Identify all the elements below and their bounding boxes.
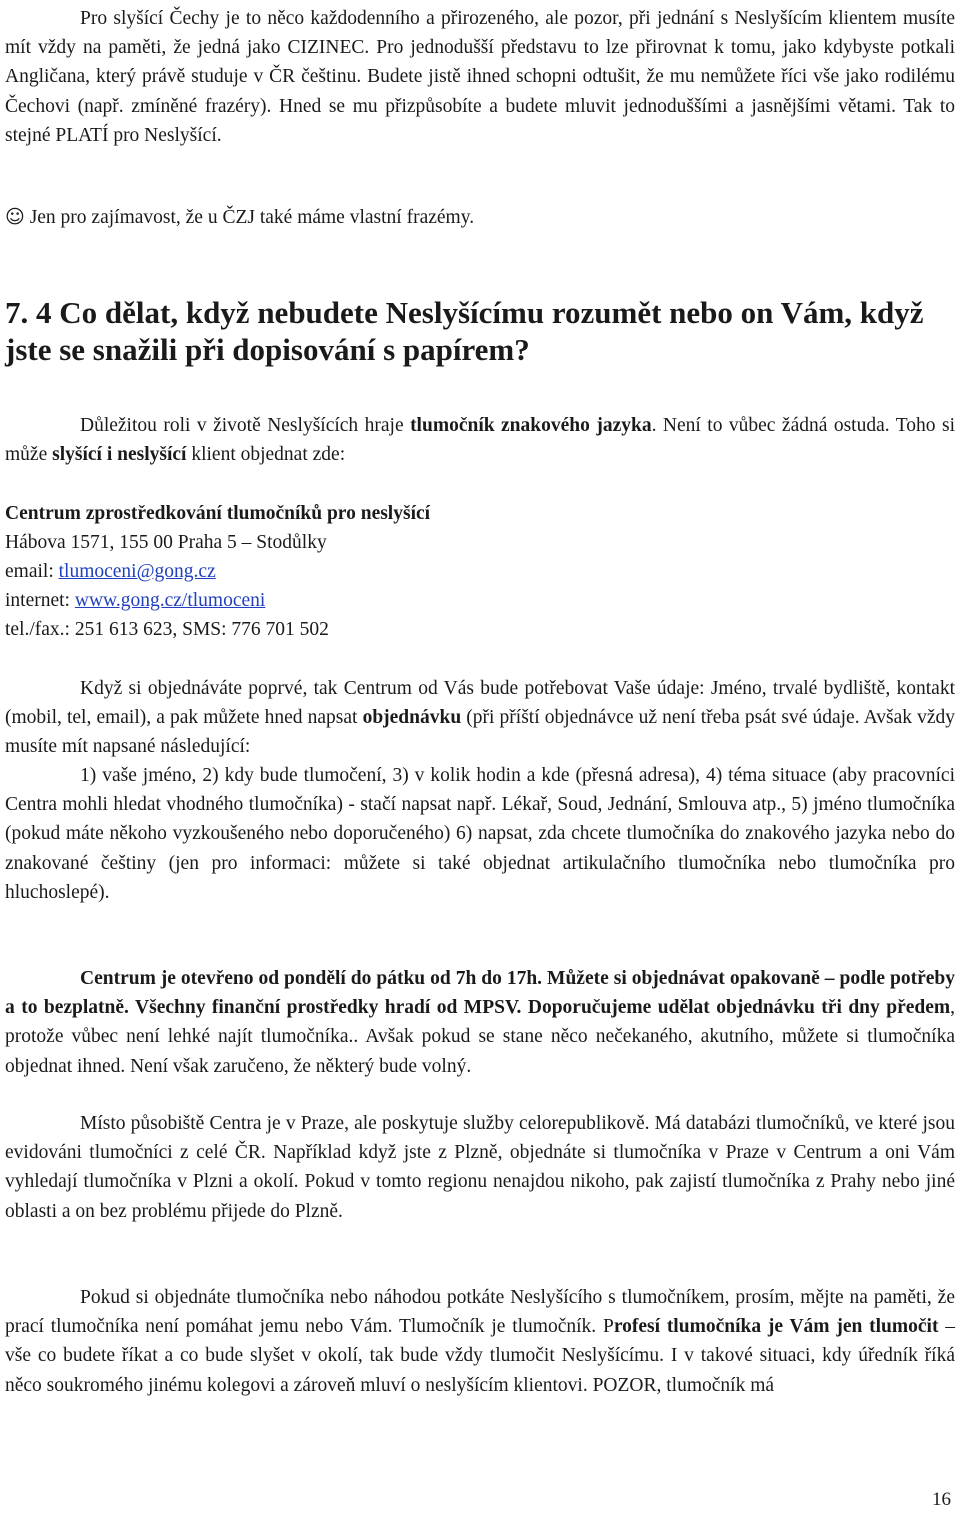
contact-address: Hábova 1571, 155 00 Praha 5 – Stodůlky	[5, 532, 327, 553]
smiley-note	[5, 203, 474, 232]
bold-sign-language-interpreter: tlumočník znakového jazyka	[410, 415, 652, 436]
paragraph-interpreter-role: Důležitou roli v životě Neslyšících hraje tlumočník znakového jazyka. Není to vůbec žádná ostuda. Toho si může slyšící i neslyšící klient objednat zde:	[5, 415, 955, 466]
paragraph-opening-hours: Centrum je otevřeno od pondělí do pátku od 7h do 17h. Můžete si objednávat opakovaně – podle potřeby a to bezplatně. Všechny finanční prostředky hradí od MPSV. Doporučujeme udělat objednávku tři dny předem, protože vůbec není lehké najít tlumočníka.. Avšak pokud se stane něco nečekaného, akutního, můžete si tlumočníka objednat ihned. Není však zaručeno, že některý bude volný.	[5, 968, 955, 1077]
email-link[interactable]: tlumoceni@gong.cz	[58, 561, 216, 582]
page-number: 16	[932, 1489, 951, 1510]
paragraph-order-requirements: 1) vaše jméno, 2) kdy bude tlumočení, 3) v kolik hodin a kde (přesná adresa), 4) téma situace (aby pracovníci Centra mohli hledat vhodného tlumočníka) - stačí napsat např. Lékař, Soud, Jednání, Smlouva atp., 5) jméno tlumočníka (pokud máte někoho vyzkoušeného nebo doporučeného) 6) napsat, zda chcete tlumočníka do znakového jazyka nebo do znakované češtiny (jen pro informaci: můžete si také objednat artikulačního tlumočníka nebo tlumočníka pro hluchoslepé).	[5, 765, 955, 903]
bold-hearing-deaf: slyšící i neslyšící	[52, 444, 187, 466]
smiley-icon: ☺	[5, 206, 25, 228]
contact-email: email: tlumoceni@gong.cz	[5, 561, 216, 582]
website-link[interactable]: www.gong.cz/tlumoceni	[74, 590, 266, 611]
contact-org-name: Centrum zprostředkování tlumočníků pro neslyšící	[5, 503, 431, 524]
contact-internet: internet: www.gong.cz/tlumoceni	[5, 590, 266, 611]
paragraph-location: Místo působiště Centra je v Praze, ale poskytuje služby celorepublikově. Má databázi tlumočníků, ve které jsou evidováni tlumočníci z celé ČR. Například když jste z Plzně, objednáte si tlumočníka v Praze v Centrum a oni Vám vyhledají tlumočníka v Plzni a okolí. Pokud v tomto regionu nenajdou nikoho, pak zajistí tlumočníka z Prahy nebo jiné oblasti a on bez problému přijede do Plzně.	[5, 1113, 955, 1222]
paragraph-cizinec: Pro slyšící Čechy je to něco každodenního a přirozeného, ale pozor, při jednání s Neslyšícím klientem musíte mít vždy na paměti, že jedná jako CIZINEC. Pro jednodušší představu to lze přirovnat k tomu, jako kdybyste potkali Angličana, který právě studuje v ČR češtinu. Budete jistě ihned schopni odtušit, že mu nemůžete říci vše jako rodilému Čechovi (např. zmíněné frazéry). Hned se mu přizpůsobíte a budete mluvit jednoduššími a jasnějšími větami. Tak to stejné PLATÍ pro Neslyšící.	[5, 8, 955, 146]
section-heading: 7. 4 Co dělat, když nebudete Neslyšícímu rozumět nebo on Vám, když jste se snažili při dopisování s papírem?	[5, 295, 924, 367]
paragraph-interpreter-profession: Pokud si objednáte tlumočníka nebo náhodou potkáte Neslyšícího s tlumočníkem, prosím, mějte na paměti, že prací tlumočníka není pomáhat jemu nebo Vám. Tlumočník je tlumočník. Profesí tlumočníka je Vám jen tlumočit – vše co budete říkat a co bude slyšet v okolí, tak bude vždy tlumočit Neslyšícímu. I v takové situaci, kdy úředník říká něco soukromého jinému kolegovi a zároveň mluví o neslyšícím klientovi. POZOR, tlumočník má	[5, 1287, 955, 1396]
bold-profession: rofesí tlumočníka je Vám jen tlumočit	[613, 1316, 939, 1338]
bold-opening-hours: Centrum je otevřeno od pondělí do pátku od 7h do 17h. Můžete si objednávat opakovaně – podle potřeby a to bezplatně. Všechny finanční prostředky hradí od MPSV. Doporučujeme udělat objednávku tři dny předem	[5, 968, 955, 1019]
contact-phone: tel./fax.: 251 613 623, SMS: 776 701 502	[5, 619, 329, 640]
paragraph-first-order: Když si objednáváte poprvé, tak Centrum od Vás bude potřebovat Vaše údaje: Jméno, trvalé bydliště, kontakt (mobil, tel, email), a pak můžete hned napsat objednávku (při příští objednávce už není třeba psát své údaje. Avšak vždy musíte mít napsané následující:	[5, 678, 955, 758]
bold-order: objednávku	[362, 707, 462, 729]
smiley-note-text: Jen pro zajímavost, že u ČZJ také máme vlastní frazémy.	[24, 207, 475, 228]
